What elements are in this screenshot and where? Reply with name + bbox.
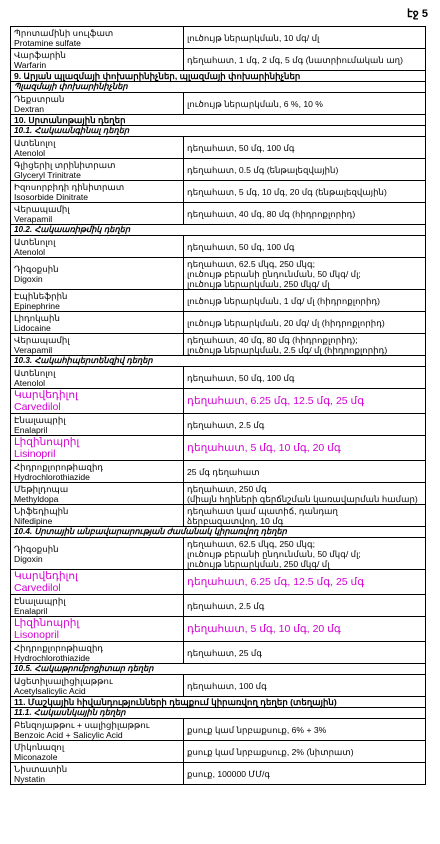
drug-name-english: Verapamil xyxy=(14,213,53,224)
drug-description-line: դեղահատ, 25 մգ xyxy=(187,647,262,658)
drug-description-line: դեղահատ, 62.5 մկգ, 250 մկգ; xyxy=(187,258,316,269)
drug-name-english: Hydrochlorothiazide xyxy=(14,652,90,663)
drug-name-cell xyxy=(11,538,184,570)
drug-name-english: Protamine sulfate xyxy=(14,37,81,48)
drug-name-armenian: Պրոտամինի սուլֆատ xyxy=(14,27,114,38)
drug-description-line: դեղահատ, 50 մգ, 100 մգ xyxy=(187,142,295,153)
table-row xyxy=(11,617,426,642)
table-row xyxy=(11,137,426,159)
drug-name-english: Lisinopril xyxy=(14,448,56,460)
table-row xyxy=(11,49,426,71)
drug-name-english: Lisonopril xyxy=(14,629,59,641)
drug-description-line: լուծույթ ներարկման, 10 մգ/ մլ xyxy=(187,32,320,43)
drug-name-cell xyxy=(11,367,184,389)
table-row xyxy=(11,367,426,389)
drug-name-english: Atenolol xyxy=(14,147,46,158)
drug-name-english: Atenolol xyxy=(14,377,46,388)
table-row xyxy=(11,258,426,290)
drug-name-armenian: Էնալապրիլ xyxy=(14,414,66,425)
drug-name-english: Lidocaine xyxy=(14,322,51,333)
drug-name-armenian: Վերապամիլ xyxy=(14,334,70,345)
table-row xyxy=(11,203,426,225)
drug-description-line: լուծույթ ներարկման, 2.5 մգ/ մլ (հիդրոքլորիդ) xyxy=(187,344,388,355)
table-row xyxy=(11,461,426,483)
drug-description-line: լուծույթ ներարկման, 6 %, 10 % xyxy=(187,98,323,109)
drug-name-armenian: Լիզինոպրիլ xyxy=(14,436,80,448)
drug-name-cell xyxy=(11,389,184,414)
drug-name-armenian: Վարֆարին xyxy=(14,49,66,60)
drug-table xyxy=(10,26,426,785)
drug-description-cell xyxy=(184,741,426,763)
drug-name-armenian: Նիֆեդիպին xyxy=(14,505,69,516)
section-heading: 9. Արյան պլազմայի փոխարինիչներ, պլազմայի փոխարինիչներ xyxy=(11,71,426,82)
drug-description-line: 25 մգ դեղահատ xyxy=(187,466,260,477)
drug-description-line: դեղահատ, 5 մգ, 10 մգ, 20 մգ xyxy=(187,442,341,454)
drug-description-cell xyxy=(184,389,426,414)
drug-name-english: Glyceryl Trinitrate xyxy=(14,169,81,180)
drug-name-english: Hydrochlorothiazide xyxy=(14,471,90,482)
drug-description-cell xyxy=(184,483,426,505)
drug-description-cell xyxy=(184,258,426,290)
drug-description-line: քսուք կամ նրբաքսուք, 6% + 3% xyxy=(187,724,327,735)
drug-name-armenian: Բենզոյաթթու + սալիցիլաթթու xyxy=(14,719,150,730)
drug-description-line: դեղահատ կամ պատիճ, դանդաղ xyxy=(187,505,338,516)
drug-name-armenian: Վերապամիլ xyxy=(14,203,70,214)
page-number: էջ 5 xyxy=(407,8,428,20)
drug-description-cell xyxy=(184,27,426,49)
table-row xyxy=(11,741,426,763)
table-row xyxy=(11,181,426,203)
drug-description-cell xyxy=(184,763,426,785)
drug-description-line: դեղահատ, 6.25 մգ, 12.5 մգ, 25 մգ xyxy=(187,395,365,407)
table-row xyxy=(11,389,426,414)
drug-name-armenian: Էնալապրիլ xyxy=(14,595,66,606)
drug-description-line: դեղահատ, 1 մգ, 2 մգ, 5 մգ (նատրիումական աղ) xyxy=(187,54,403,65)
drug-description-cell xyxy=(184,137,426,159)
drug-name-cell xyxy=(11,414,184,436)
subsection-heading-row xyxy=(11,708,426,719)
section-heading-row xyxy=(11,697,426,708)
drug-name-armenian: Հիդրոքլորոթիազիդ xyxy=(14,461,104,472)
drug-description-cell xyxy=(184,367,426,389)
drug-description-cell xyxy=(184,719,426,741)
table-row xyxy=(11,93,426,115)
table-row xyxy=(11,236,426,258)
table-row xyxy=(11,334,426,356)
drug-description-line: դեղահատ, 100 մգ xyxy=(187,680,267,691)
drug-description-cell xyxy=(184,49,426,71)
subsection-heading-row xyxy=(11,126,426,137)
subsection-heading-row xyxy=(11,356,426,367)
drug-name-cell xyxy=(11,159,184,181)
drug-description-line: դեղահատ, 40 մգ, 80 մգ (հիդրոքլորիդ); xyxy=(187,334,358,345)
drug-description-cell xyxy=(184,312,426,334)
subsection-heading-row xyxy=(11,664,426,675)
drug-description-line: դեղահատ, 250 մգ xyxy=(187,483,267,494)
drug-description-line: լուծույթ ներարկման, 250 մկգ/ մլ xyxy=(187,278,330,289)
table-row xyxy=(11,763,426,785)
drug-description-line: դեղահատ, 6.25 մգ, 12.5 մգ, 25 մգ xyxy=(187,576,365,588)
drug-name-cell xyxy=(11,203,184,225)
drug-description-cell xyxy=(184,642,426,664)
drug-name-english: Acetylsalicylic Acid xyxy=(14,685,86,696)
subsection-heading: 10.2. Հակաառիթմիկ դեղեր xyxy=(11,225,426,236)
drug-name-armenian: Կարվեդիլոլ xyxy=(14,570,78,582)
subsection-heading: 10.4. Սրտային անբավարարության ժամանակ կիրառվող դեղեր xyxy=(11,527,426,538)
drug-description-cell xyxy=(184,538,426,570)
drug-name-english: Benzoic Acid + Salicylic Acid xyxy=(14,729,123,740)
drug-name-armenian: Ացետիլսալիցիլաթթու xyxy=(14,675,113,686)
drug-name-english: Epinephrine xyxy=(14,300,60,311)
table-row xyxy=(11,642,426,664)
subsection-heading-row xyxy=(11,82,426,93)
drug-name-armenian: Մեթիլդոպա xyxy=(14,483,69,494)
table-row xyxy=(11,570,426,595)
drug-name-english: Verapamil xyxy=(14,344,53,355)
drug-name-cell xyxy=(11,181,184,203)
subsection-heading-row xyxy=(11,527,426,538)
table-row xyxy=(11,159,426,181)
drug-name-cell xyxy=(11,483,184,505)
drug-name-armenian: Կարվեդիլոլ xyxy=(14,389,78,401)
drug-description-cell xyxy=(184,675,426,697)
drug-description-line: դեղահատ, 40 մգ, 80 մգ (հիդրոքլորիդ) xyxy=(187,208,356,219)
drug-description-line: դեղահատ, 2.5 մգ xyxy=(187,600,265,611)
drug-name-cell xyxy=(11,93,184,115)
drug-name-english: Atenolol xyxy=(14,246,46,257)
drug-name-armenian: Դիգօքսին xyxy=(14,543,59,554)
drug-name-cell xyxy=(11,763,184,785)
table-row xyxy=(11,595,426,617)
table-row xyxy=(11,505,426,527)
drug-description-cell xyxy=(184,334,426,356)
drug-description-line: լուծույթ ներարկման, 20 մգ/ մլ (հիդրոքլորիդ) xyxy=(187,317,385,328)
drug-name-armenian: Ատենոլոլ xyxy=(14,236,56,247)
section-heading-row xyxy=(11,115,426,126)
section-heading: 10. Սրտանոթային դեղեր xyxy=(11,115,426,126)
drug-description-cell xyxy=(184,595,426,617)
drug-description-line: լուծույթ բերանի ընդունման, 50 մկգ/ մլ; xyxy=(187,268,361,279)
table-row xyxy=(11,719,426,741)
table-row xyxy=(11,27,426,49)
drug-name-cell xyxy=(11,505,184,527)
drug-name-english: Methyldopa xyxy=(14,493,59,504)
drug-name-armenian: Լիզինոպրիլ xyxy=(14,617,80,629)
table-row xyxy=(11,538,426,570)
drug-name-armenian: Նիստատին xyxy=(14,763,68,774)
table-row xyxy=(11,675,426,697)
drug-name-cell xyxy=(11,741,184,763)
drug-description-cell xyxy=(184,461,426,483)
drug-description-cell xyxy=(184,181,426,203)
drug-name-cell xyxy=(11,236,184,258)
drug-name-english: Enalapril xyxy=(14,424,48,435)
drug-description-line: դեղահատ, 5 մգ, 10 մգ, 20 մգ xyxy=(187,623,341,635)
drug-description-cell xyxy=(184,436,426,461)
drug-name-cell xyxy=(11,570,184,595)
drug-description-line: քսուք, 100000 ՄՄ/գ xyxy=(187,768,271,779)
drug-name-armenian: Իզոսորբիդի դինիտրատ xyxy=(14,181,125,192)
subsection-heading: 10.1. Հակաանգինալ դեղեր xyxy=(11,126,426,137)
drug-name-cell xyxy=(11,290,184,312)
drug-description-cell xyxy=(184,505,426,527)
table-row xyxy=(11,436,426,461)
drug-description-cell xyxy=(184,290,426,312)
drug-name-cell xyxy=(11,27,184,49)
drug-name-armenian: Լիդոկաին xyxy=(14,312,60,323)
drug-name-cell xyxy=(11,595,184,617)
drug-description-line: ձերբազատվող, 10 մգ xyxy=(187,515,284,526)
subsection-heading: 11.1. Հակասնկային դեղեր xyxy=(11,708,426,719)
drug-description-line: դեղահատ, 2.5 մգ xyxy=(187,419,265,430)
drug-name-cell xyxy=(11,461,184,483)
drug-description-cell xyxy=(184,414,426,436)
table-row xyxy=(11,483,426,505)
drug-description-line: դեղահատ, 5 մգ, 10 մգ, 20 մգ (ենթալեզվային) xyxy=(187,186,387,197)
drug-description-line: լուծույթ ներարկման, 250 մկգ/ մլ xyxy=(187,558,330,569)
drug-name-english: Digoxin xyxy=(14,273,43,284)
drug-name-armenian: Հիդրոքլորոթիազիդ xyxy=(14,642,104,653)
drug-name-armenian: Գլիցերիլ տրինիտրատ xyxy=(14,159,116,170)
drug-name-english: Enalapril xyxy=(14,605,48,616)
table-row xyxy=(11,414,426,436)
drug-description-cell xyxy=(184,236,426,258)
subsection-heading: 10.3. Հակահիպերտենզիվ դեղեր xyxy=(11,356,426,367)
drug-description-line: դեղահատ, 62.5 մկգ, 250 մկգ; xyxy=(187,538,316,549)
drug-description-line: (միայն հղիների գերճնշման կառավարման համար) xyxy=(187,493,418,504)
drug-description-cell xyxy=(184,570,426,595)
table-row xyxy=(11,312,426,334)
drug-name-cell xyxy=(11,436,184,461)
drug-description-line: լուծույթ ներարկման, 1 մգ/ մլ (հիդրոքլորիդ) xyxy=(187,295,381,306)
drug-name-english: Dextran xyxy=(14,103,45,114)
drug-name-armenian: Ատենոլոլ xyxy=(14,137,56,148)
drug-name-armenian: Ատենոլոլ xyxy=(14,367,56,378)
drug-description-line: դեղահատ, 0.5 մգ (ենթալեզվային) xyxy=(187,164,339,175)
drug-description-cell xyxy=(184,159,426,181)
drug-name-cell xyxy=(11,642,184,664)
drug-name-cell xyxy=(11,312,184,334)
drug-name-cell xyxy=(11,334,184,356)
drug-name-english: Miconazole xyxy=(14,751,58,762)
drug-description-cell xyxy=(184,203,426,225)
drug-name-english: Carvedilol xyxy=(14,401,61,413)
drug-name-cell xyxy=(11,675,184,697)
drug-description-line: դեղահատ, 50 մգ, 100 մգ xyxy=(187,372,295,383)
drug-name-english: Carvedilol xyxy=(14,582,61,594)
drug-description-cell xyxy=(184,93,426,115)
subsection-heading-row xyxy=(11,225,426,236)
drug-name-english: Nystatin xyxy=(14,773,46,784)
subsection-heading: 10.5. Հակաթրոմբոցիտար դեղեր xyxy=(11,664,426,675)
drug-description-line: լուծույթ բերանի ընդունման, 50 մկգ/ մլ; xyxy=(187,548,361,559)
drug-name-english: Digoxin xyxy=(14,553,43,564)
drug-name-armenian: Դիգօքսին xyxy=(14,263,59,274)
subsection-heading: Պլազմայի փոխարինիչներ xyxy=(11,82,426,93)
drug-name-english: Isosorbide Dinitrate xyxy=(14,191,89,202)
drug-name-armenian: Էպինեֆրին xyxy=(14,290,68,301)
drug-name-armenian: Միկոնազոլ xyxy=(14,741,65,752)
drug-name-english: Warfarin xyxy=(14,59,47,70)
section-heading: 11. Մաշկային հիվանդությունների դեպքում կիրառվող դեղեր (տեղային) xyxy=(11,697,426,708)
drug-name-cell xyxy=(11,137,184,159)
section-heading-row xyxy=(11,71,426,82)
drug-name-armenian: Դեքստրան xyxy=(14,93,65,104)
table-row xyxy=(11,290,426,312)
drug-name-cell xyxy=(11,719,184,741)
drug-description-cell xyxy=(184,617,426,642)
drug-name-cell xyxy=(11,617,184,642)
drug-description-line: քսուք կամ նրբաքսուք, 2% (նիտրատ) xyxy=(187,746,354,757)
drug-name-english: Nifedipine xyxy=(14,515,53,526)
drug-name-cell xyxy=(11,49,184,71)
drug-description-line: դեղահատ, 50 մգ, 100 մգ xyxy=(187,241,295,252)
drug-name-cell xyxy=(11,258,184,290)
